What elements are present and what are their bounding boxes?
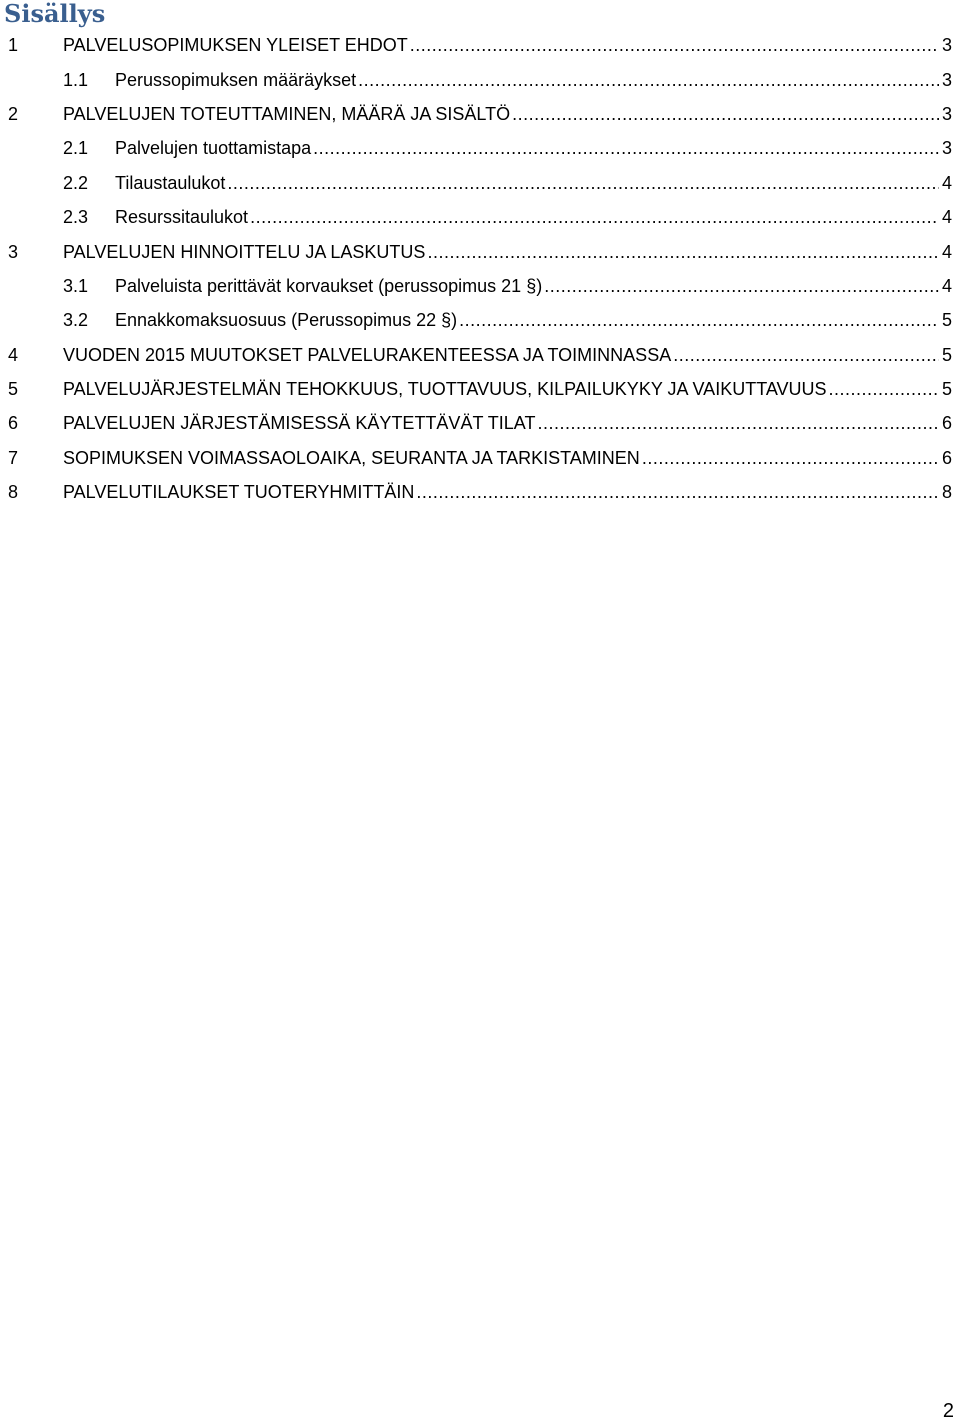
- toc-entry[interactable]: [0, 234, 960, 268]
- toc-entry-text: [63, 413, 952, 433]
- toc-entry-number: 3.2: [63, 310, 89, 331]
- toc-entry-label: Tilaustaulukot: [115, 172, 226, 193]
- toc-entry-text: [115, 207, 952, 227]
- toc-entry-label: Resurssitaulukot: [115, 207, 249, 228]
- toc-dot-leader: [829, 379, 939, 399]
- toc-entry-text: [63, 104, 952, 124]
- toc-entry-text: [115, 173, 952, 193]
- toc-entry-text: [63, 448, 952, 468]
- toc-dot-leader: [642, 448, 939, 468]
- table-of-contents: [0, 28, 960, 509]
- toc-entry-label: PALVELUJEN JÄRJESTÄMISESSÄ KÄYTETTÄVÄT TILAT: [63, 413, 536, 434]
- toc-entry-number: 1: [8, 35, 19, 56]
- toc-entry-number: 2.1: [63, 138, 89, 159]
- toc-entry-text: [115, 276, 952, 296]
- toc-entry[interactable]: [0, 406, 960, 440]
- toc-entry-page: 3: [941, 103, 952, 124]
- toc-entry-page: 3: [941, 35, 952, 56]
- toc-entry-page: 3: [941, 69, 952, 90]
- toc-entry-number: 8: [8, 482, 19, 503]
- toc-entry-label: Perussopimuksen määräykset: [115, 69, 357, 90]
- toc-entry-label: PALVELUJEN TOTEUTTAMINEN, MÄÄRÄ JA SISÄLTÖ: [63, 103, 511, 124]
- toc-entry-number: 4: [8, 344, 19, 365]
- toc-entry[interactable]: [0, 441, 960, 475]
- toc-entry-page: 4: [941, 172, 952, 193]
- toc-dot-leader: [537, 413, 939, 433]
- toc-entry-page: 4: [941, 207, 952, 228]
- toc-entry-page: 3: [941, 138, 952, 159]
- toc-entry-label: Palveluista perittävät korvaukset (perussopimus 21 §): [115, 275, 543, 296]
- toc-entry-page: 6: [941, 413, 952, 434]
- toc-dot-leader: [410, 35, 939, 55]
- toc-entry-page: 6: [941, 447, 952, 468]
- toc-entry[interactable]: [0, 475, 960, 509]
- toc-entry[interactable]: [0, 269, 960, 303]
- toc-entry-label: Palvelujen tuottamistapa: [115, 138, 312, 159]
- toc-entry-label: PALVELUTILAUKSET TUOTERYHMITTÄIN: [63, 482, 415, 503]
- toc-entry-text: [63, 345, 952, 365]
- toc-entry-page: 5: [941, 379, 952, 400]
- toc-entry[interactable]: [0, 131, 960, 165]
- toc-entry-number: 6: [8, 413, 19, 434]
- toc-dot-leader: [250, 207, 939, 227]
- toc-entry[interactable]: [0, 338, 960, 372]
- toc-entry[interactable]: [0, 28, 960, 62]
- toc-entry-text: [63, 35, 952, 55]
- toc-entry-text: [63, 242, 952, 262]
- toc-entry[interactable]: [0, 372, 960, 406]
- toc-entry-page: 4: [941, 241, 952, 262]
- toc-dot-leader: [673, 345, 939, 365]
- toc-entry-label: PALVELUJÄRJESTELMÄN TEHOKKUUS, TUOTTAVUUS, KILPAILUKYKY JA VAIKUTTAVUUS: [63, 379, 827, 400]
- toc-entry-label: Ennakkomaksuosuus (Perussopimus 22 §): [115, 310, 458, 331]
- toc-title: Sisällys: [4, 0, 106, 28]
- toc-entry[interactable]: [0, 97, 960, 131]
- toc-entry-page: 5: [941, 344, 952, 365]
- toc-entry-text: [115, 70, 952, 90]
- toc-entry-number: 5: [8, 379, 19, 400]
- toc-dot-leader: [313, 138, 939, 158]
- toc-entry-label: VUODEN 2015 MUUTOKSET PALVELURAKENTEESSA JA TOIMINNASSA: [63, 344, 672, 365]
- toc-entry-label: PALVELUSOPIMUKSEN YLEISET EHDOT: [63, 35, 408, 56]
- toc-dot-leader: [358, 70, 939, 90]
- toc-dot-leader: [512, 104, 939, 124]
- toc-entry-label: PALVELUJEN HINNOITTELU JA LASKUTUS: [63, 241, 426, 262]
- toc-entry-number: 2.3: [63, 207, 89, 228]
- toc-entry-number: 7: [8, 447, 19, 468]
- toc-entry-number: 2.2: [63, 172, 89, 193]
- toc-dot-leader: [416, 482, 939, 502]
- toc-entry-number: 2: [8, 103, 19, 124]
- toc-dot-leader: [459, 310, 939, 330]
- toc-entry-page: 4: [941, 275, 952, 296]
- toc-entry[interactable]: [0, 166, 960, 200]
- toc-dot-leader: [227, 173, 939, 193]
- toc-entry-page: 5: [941, 310, 952, 331]
- toc-entry[interactable]: [0, 200, 960, 234]
- toc-entry-text: [115, 138, 952, 158]
- toc-entry-text: [115, 310, 952, 330]
- toc-entry-number: 3: [8, 241, 19, 262]
- toc-entry[interactable]: [0, 303, 960, 337]
- toc-dot-leader: [427, 242, 939, 262]
- page-number: 2: [942, 1400, 954, 1422]
- toc-entry-page: 8: [941, 482, 952, 503]
- toc-entry[interactable]: [0, 62, 960, 96]
- toc-entry-text: [63, 379, 952, 399]
- toc-entry-number: 1.1: [63, 69, 89, 90]
- toc-dot-leader: [544, 276, 939, 296]
- toc-entry-label: SOPIMUKSEN VOIMASSAOLOAIKA, SEURANTA JA TARKISTAMINEN: [63, 447, 640, 468]
- toc-entry-text: [63, 482, 952, 502]
- toc-entry-number: 3.1: [63, 275, 89, 296]
